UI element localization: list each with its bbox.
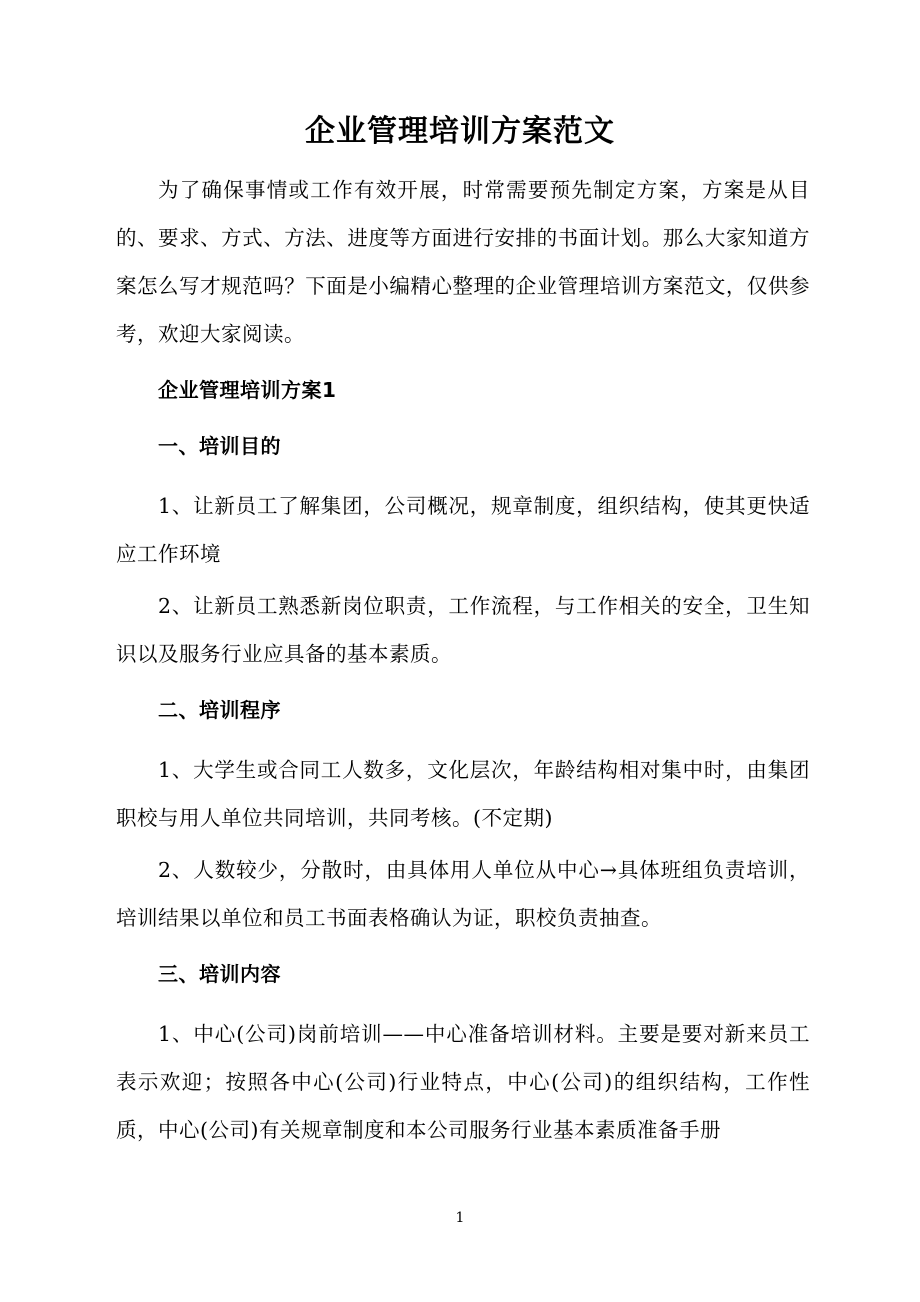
- section-title: 企业管理培训方案1: [158, 378, 337, 402]
- document-title: 企业管理培训方案范文: [305, 114, 615, 149]
- heading-training-procedure: 二、培训程序: [158, 698, 281, 722]
- heading-training-content: 三、培训内容: [158, 962, 281, 986]
- intro-paragraph: 为了确保事情或工作有效开展，时常需要预先制定方案，方案是从目的、要求、方式、方法、进度等方面进行安排的书面计划。那么大家知道方案怎么写才规范吗？下面是小编精心整理的企业管理培训方案范文，仅供参考，欢迎大家阅读。: [116, 178, 810, 346]
- heading-training-purpose: 一、培训目的: [158, 434, 281, 458]
- paragraph-purpose-2: 2、让新员工熟悉新岗位职责，工作流程，与工作相关的安全，卫生知识以及服务行业应具备的基本素质。: [116, 594, 810, 666]
- page-number: 1: [455, 1210, 465, 1226]
- paragraph-procedure-1: 1、大学生或合同工人数多，文化层次，年龄结构相对集中时，由集团职校与用人单位共同培训，共同考核。(不定期): [116, 758, 810, 830]
- paragraph-procedure-2: 2、人数较少，分散时，由具体用人单位从中心→具体班组负责培训，培训结果以单位和员工书面表格确认为证，职校负责抽查。: [116, 858, 810, 930]
- paragraph-purpose-1: 1、让新员工了解集团，公司概况，规章制度，组织结构，使其更快适应工作环境: [116, 494, 810, 566]
- paragraph-content-1: 1、中心(公司)岗前培训——中心准备培训材料。主要是要对新来员工表示欢迎；按照各中心(公司)行业特点，中心(公司)的组织结构，工作性质，中心(公司)有关规章制度和本公司服务行业基本素质准备手册: [116, 1022, 810, 1142]
- document-body: [116, 166, 810, 1158]
